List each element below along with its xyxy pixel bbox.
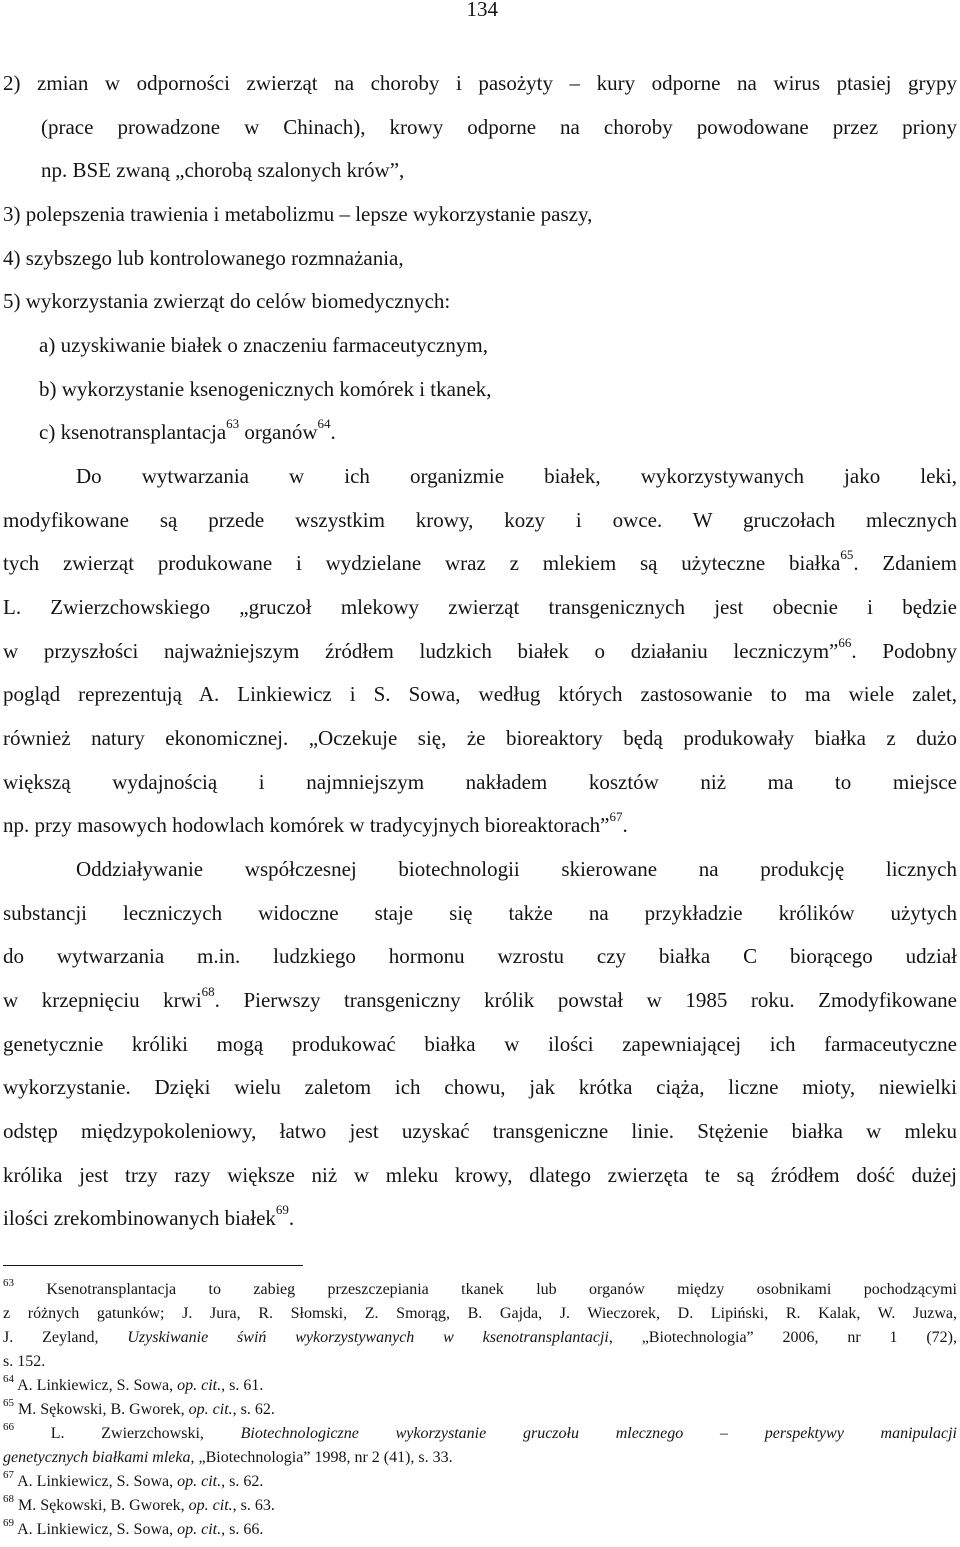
text-line: genetycznie króliki mogą produkować białka w ilości zapewniającej ich farmaceutyczne — [3, 1032, 957, 1056]
footnote-line: $^{69}$ A. Linkiewicz, S. Sowa, op. cit., s. 66. — [3, 1516, 264, 1538]
text-line: tych zwierząt produkowane i wydzielane wraz z mlekiem są użyteczne białka$^{65}$. Zdaniem — [3, 547, 957, 575]
footnote-line: J. Zeyland, Uzyskiwanie świń wykorzystywanych w ksenotransplantacji, „Biotechnologia” 2006, nr 1 (72), — [3, 1329, 957, 1346]
text-line: odstęp międzypokoleniowy, łatwo jest uzyskać transgeniczne linie. Stężenie białka w mleku — [3, 1119, 957, 1143]
footnote-line: z różnych gatunków; J. Jura, R. Słomski, Z. Smorąg, B. Gajda, J. Wieczorek, D. Lipiński, R. Kalak, W. Juzwa, — [3, 1305, 957, 1322]
text-line: większą wydajnością i najmniejszym nakładem kosztów niż ma to miejsce — [3, 770, 957, 794]
text-line: substancji leczniczych widoczne staje się także na przykładzie królików użytych — [3, 901, 957, 925]
text-line: c) ksenotransplantacja$^{63}$ organów$^{64}$. — [39, 416, 336, 444]
footnote-line: $^{63}$ Ksenotransplantacja to zabieg przeszczepiania tkanek lub organów między osobnikami pochodzącymi — [3, 1276, 957, 1298]
text-line: 5) wykorzystania zwierząt do celów biomedycznych: — [3, 289, 451, 313]
text-line: pogląd reprezentują A. Linkiewicz i S. Sowa, według których zastosowanie to ma wiele zalet, — [3, 682, 957, 706]
text-line: a) uzyskiwanie białek o znaczeniu farmaceutycznym, — [39, 333, 488, 357]
text-line: do wytwarzania m.in. ludzkiego hormonu wzrostu czy białka C biorącego udział — [3, 944, 957, 968]
footnote-separator — [3, 1265, 303, 1266]
footnote-line: $^{64}$ A. Linkiewicz, S. Sowa, op. cit., s. 61. — [3, 1372, 264, 1394]
text-line: 3) polepszenia trawienia i metabolizmu – lepsze wykorzystanie paszy, — [3, 202, 593, 226]
footnote-line: $^{66}$ L. Zwierzchowski, Biotechnologiczne wykorzystanie gruczołu mlecznego – perspektywy manipulacji — [3, 1420, 957, 1442]
page-number: 134 — [466, 0, 498, 21]
text-line: ilości zrekombinowanych białek$^{69}$. — [3, 1202, 295, 1230]
text-line: 4) szybszego lub kontrolowanego rozmnażania, — [3, 246, 404, 270]
text-line: np. przy masowych hodowlach komórek w tradycyjnych bioreaktorach”$^{67}$. — [3, 809, 628, 837]
footnote-line: $^{67}$ A. Linkiewicz, S. Sowa, op. cit., s. 62. — [3, 1468, 264, 1490]
text-line: 2) zmian w odporności zwierząt na choroby i pasożyty – kury odporne na wirus ptasiej grypy — [3, 71, 957, 95]
footnote-line: $^{68}$ M. Sękowski, B. Gworek, op. cit., s. 63. — [3, 1492, 275, 1514]
footnote-line: genetycznych białkami mleka, „Biotechnologia” 1998, nr 2 (41), s. 33. — [3, 1449, 453, 1466]
text-line: królika jest trzy razy większe niż w mleku krowy, dlatego zwierzęta te są źródłem dość dużej — [3, 1163, 957, 1187]
text-line: w przyszłości najważniejszym źródłem ludzkich białek o działaniu leczniczym”$^{66}$. Podobny — [3, 635, 957, 663]
text-line: w krzepnięciu krwi$^{68}$. Pierwszy transgeniczny królik powstał w 1985 roku. Zmodyfikowane — [3, 984, 957, 1012]
footnote-line: s. 152. — [3, 1353, 46, 1370]
text-line: Oddziaływanie współczesnej biotechnologii skierowane na produkcję licznych — [76, 857, 957, 881]
text-line: również natury ekonomicznej. „Oczekuje się, że bioreaktory będą produkowały białka z dużo — [3, 726, 957, 750]
text-line: (prace prowadzone w Chinach), krowy odporne na choroby powodowane przez priony — [41, 115, 957, 139]
text-line: np. BSE zwaną „chorobą szalonych krów”, — [41, 158, 405, 182]
text-line: wykorzystanie. Dzięki wielu zaletom ich chowu, jak krótka ciąża, liczne mioty, niewielki — [3, 1075, 957, 1099]
footnote-line: $^{65}$ M. Sękowski, B. Gworek, op. cit., s. 62. — [3, 1396, 275, 1418]
text-line: L. Zwierzchowskiego „gruczoł mlekowy zwierząt transgenicznych jest obecnie i będzie — [3, 595, 957, 619]
text-line: modyfikowane są przede wszystkim krowy, kozy i owce. W gruczołach mlecznych — [3, 508, 957, 532]
text-line: b) wykorzystanie ksenogenicznych komórek i tkanek, — [39, 377, 492, 401]
text-line: Do wytwarzania w ich organizmie białek, wykorzystywanych jako leki, — [76, 464, 957, 488]
